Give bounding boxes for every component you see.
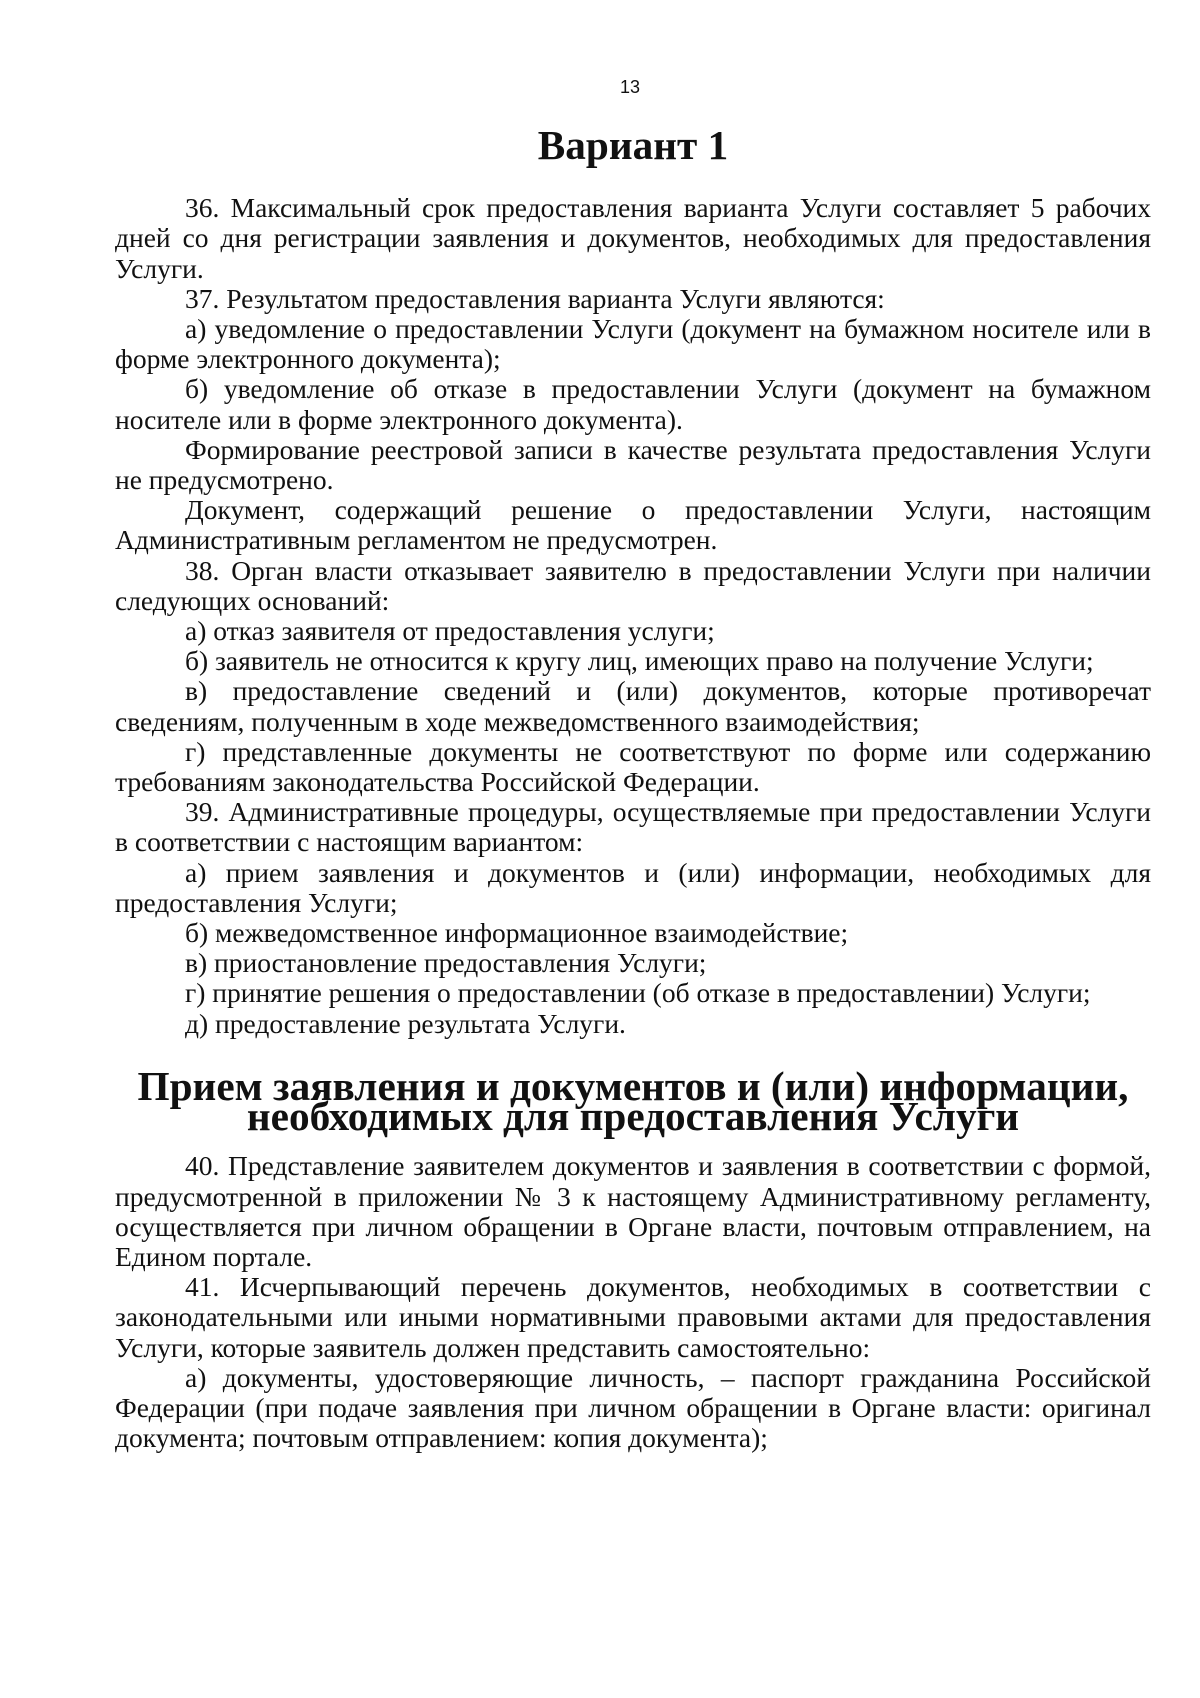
document-body — [115, 122, 1151, 1454]
list-item-41a: а) документы, удостоверяющие личность, – паспорт гражданина Российской Федерации (при подаче заявления при личном обращении в Органе власти: оригинал документа; почтовым отправлением: копия документа); — [115, 1361, 1151, 1454]
paragraph-39: 39. Административные процедуры, осуществляемые при предоставлении Услуги в соответствии с настоящим вариантом: — [115, 796, 1151, 858]
list-item-38c: в) предоставление сведений и (или) документов, которые противоречат сведениям, полученным в ходе межведомственного взаимодействия; — [115, 675, 1151, 737]
list-item-38b: б) заявитель не относится к кругу лиц, имеющих право на получение Услуги; — [185, 645, 1094, 677]
list-item-37a: а) уведомление о предоставлении Услуги (документ на бумажном носителе или в форме электронного документа); — [115, 313, 1151, 375]
list-item-37b: б) уведомление об отказе в предоставлении Услуги (документ на бумажном носителе или в форме электронного документа). — [115, 373, 1151, 435]
paragraph-decision-document: Документ, содержащий решение о предоставлении Услуги, настоящим Административным регламентом не предусмотрен. — [115, 494, 1151, 556]
list-item-38a: а) отказ заявителя от предоставления услуги; — [185, 615, 715, 647]
paragraph-40: 40. Представление заявителем документов и заявления в соответствии с формой, предусмотренной в приложении № 3 к настоящему Административному регламенту, осуществляется при личном обращении в Органе власти, почтовым отправлением, на Едином портале. — [115, 1150, 1151, 1272]
paragraph-41: 41. Исчерпывающий перечень документов, необходимых в соответствии с законодательными или иными нормативными правовыми актами для предоставления Услуги, которые заявитель должен представить самостоятельно: — [115, 1271, 1151, 1363]
page-number: 13 — [619, 77, 641, 97]
paragraph-36: 36. Максимальный срок предоставления варианта Услуги составляет 5 рабочих дней со дня регистрации заявления и документов, необходимых для предоставления Услуги. — [115, 192, 1151, 284]
list-item-39e: д) предоставление результата Услуги. — [185, 1007, 626, 1039]
section-heading: Прием заявления и документов и (или) информации, необходимых для предоставления Услуги — [137, 1062, 1129, 1140]
list-item-39d: г) принятие решения о предоставлении (об отказе в предоставлении) Услуги; — [185, 977, 1091, 1009]
list-item-39c: в) приостановление предоставления Услуги; — [185, 947, 707, 979]
paragraph-37: 37. Результатом предоставления варианта Услуги являются: — [185, 282, 885, 314]
paragraph-38: 38. Орган власти отказывает заявителю в предоставлении Услуги при наличии следующих оснований: — [115, 554, 1151, 616]
list-item-38d: г) представленные документы не соответствуют по форме или содержанию требованиям законодательства Российской Федерации. — [115, 735, 1151, 798]
list-item-39a: а) прием заявления и документов и (или) информации, необходимых для предоставления Услуги; — [115, 856, 1151, 918]
paragraph-registry-record: Формирование реестровой записи в качестве результата предоставления Услуги не предусмотрено. — [115, 433, 1151, 496]
variant-heading: Вариант 1 — [537, 122, 729, 168]
list-item-39b: б) межведомственное информационное взаимодействие; — [185, 917, 849, 949]
